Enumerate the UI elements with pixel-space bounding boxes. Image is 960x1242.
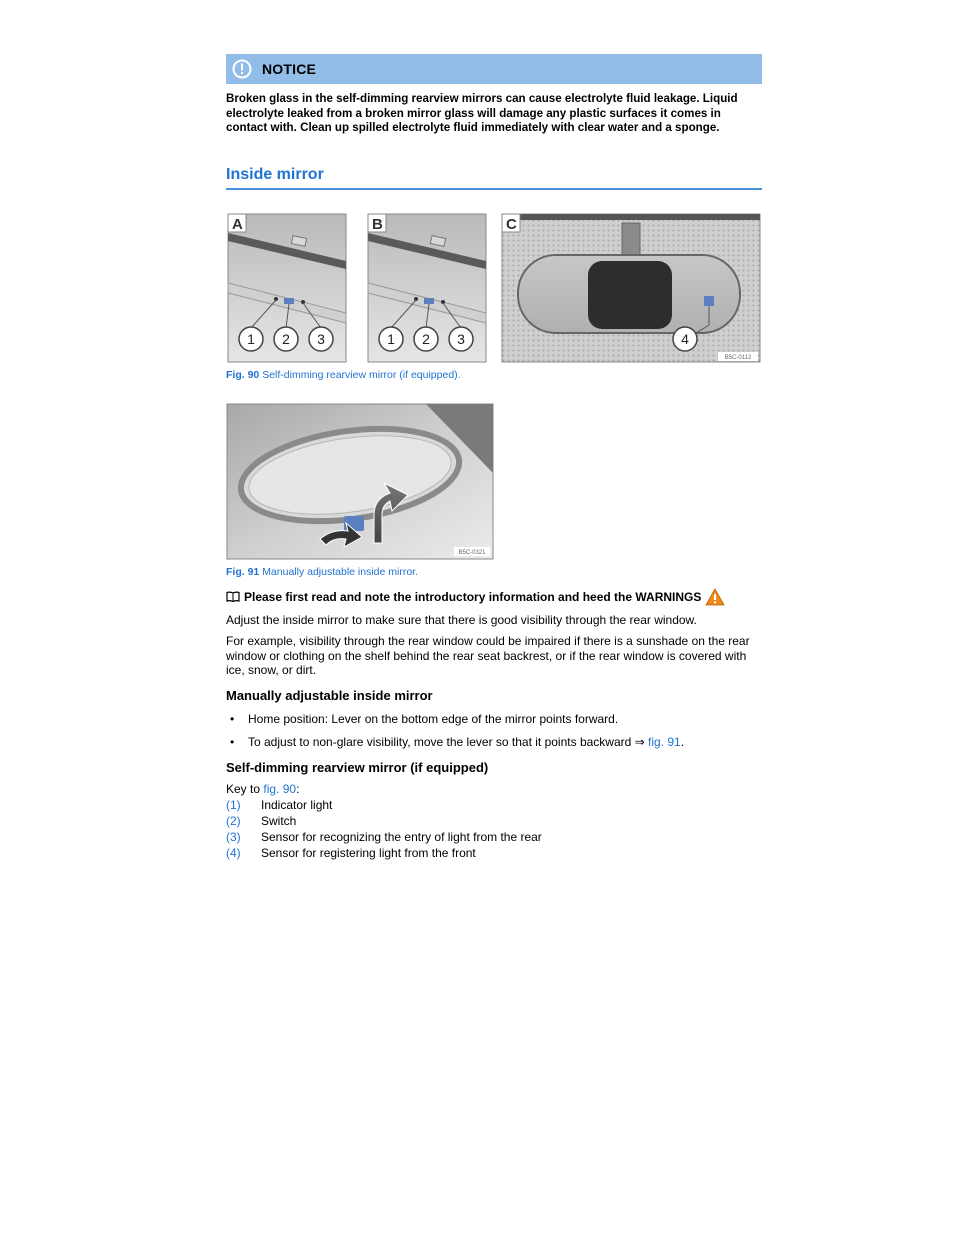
- key-label: Sensor for registering light from the front: [261, 846, 476, 860]
- fig-90-link[interactable]: fig. 90: [263, 781, 297, 796]
- notice-bar: [226, 54, 762, 84]
- callout-a-3: 3: [317, 330, 325, 347]
- key-label: Sensor for recognizing the entry of light from the rear: [261, 830, 542, 844]
- figure-91-label: Fig. 91: [226, 565, 260, 578]
- callout-a-2: 2: [282, 330, 290, 347]
- figure-91: [226, 403, 494, 560]
- callout-c-4: 4: [681, 330, 689, 347]
- figure-90-caption: [226, 369, 762, 381]
- bullet-end: .: [680, 735, 685, 749]
- read-note-text: Please first read and note the introductory information and heed the WARNINGS: [244, 589, 702, 604]
- paragraph-adjust: Adjust the inside mirror to make sure that there is good visibility through the rear window.: [226, 612, 697, 627]
- paragraph-example: For example, visibility through the rear window could be impaired if there is a sunshade on the rear window or clothing on the shelf behind the rear seat backrest, or if the rear window is covered with ice, snow, or dirt.: [226, 634, 750, 677]
- list-item: [226, 712, 762, 727]
- figure-91-caption: [226, 566, 762, 578]
- key-row: [226, 813, 762, 829]
- section-heading: Inside mirror: [226, 166, 762, 190]
- book-icon: [226, 591, 240, 602]
- key-label: Indicator light: [261, 798, 333, 812]
- figure-91-illustration: [226, 403, 494, 560]
- key-intro: [226, 782, 762, 797]
- bullet-dot: •: [230, 735, 235, 749]
- key-number: (3): [226, 830, 241, 844]
- callout-b-3: 3: [457, 330, 465, 347]
- list-item: [226, 735, 762, 750]
- key-suffix: :: [296, 781, 300, 796]
- key-row: [226, 797, 762, 813]
- panel-label-c: C: [506, 215, 517, 233]
- notice-text: Broken glass in the self-dimming rearview mirrors can cause electrolyte fluid leakage. Liquid electrolyte leaked from a broken mirror glass will damage any plastic surfaces it comes in contact with. Clean up spilled electrolyte fluid immediately with clear water and a sponge.: [226, 92, 738, 134]
- key-row: [226, 829, 762, 845]
- read-note: [226, 588, 762, 606]
- warning-triangle-icon: [705, 588, 725, 606]
- fig-91-link[interactable]: fig. 91: [648, 735, 681, 749]
- bullet-dot: •: [230, 711, 235, 726]
- key-row: [226, 845, 762, 861]
- notice-title: NOTICE: [262, 61, 317, 77]
- key-label: Switch: [261, 814, 297, 828]
- key-number: (1): [226, 798, 241, 812]
- panel-label-b: B: [372, 215, 383, 233]
- figure-90-code: B5C-0112: [724, 354, 752, 361]
- heading-self-dimming: Self-dimming rearview mirror (if equipped): [226, 759, 489, 775]
- manual-page: [226, 54, 762, 861]
- callout-b-2: 2: [422, 330, 430, 347]
- figure-90-caption-text: Self-dimming rearview mirror (if equipped).: [262, 368, 461, 381]
- callout-b-1: 1: [387, 330, 395, 347]
- key-number: (4): [226, 846, 241, 860]
- panel-label-a: A: [232, 215, 243, 233]
- panel-c: [502, 214, 760, 362]
- figure-90-illustration: [226, 213, 762, 363]
- figure-91-code: B5C-0321: [458, 549, 486, 556]
- figure-90-label: Fig. 90: [226, 368, 260, 381]
- key-number: (2): [226, 814, 241, 828]
- key-prefix: Key to: [226, 781, 261, 796]
- figure-90: [226, 213, 762, 363]
- callout-a-1: 1: [247, 330, 255, 347]
- heading-manual-mirror: Manually adjustable inside mirror: [226, 687, 433, 703]
- bullet-text-home: Home position: Lever on the bottom edge of the mirror points forward.: [248, 711, 619, 726]
- bullet-text-adjust: To adjust to non-glare visibility, move the lever so that it points backward ⇒: [248, 735, 645, 749]
- exclamation-circle-icon: [232, 59, 252, 79]
- figure-91-caption-text: Manually adjustable inside mirror.: [262, 565, 419, 578]
- key-list: [226, 797, 762, 861]
